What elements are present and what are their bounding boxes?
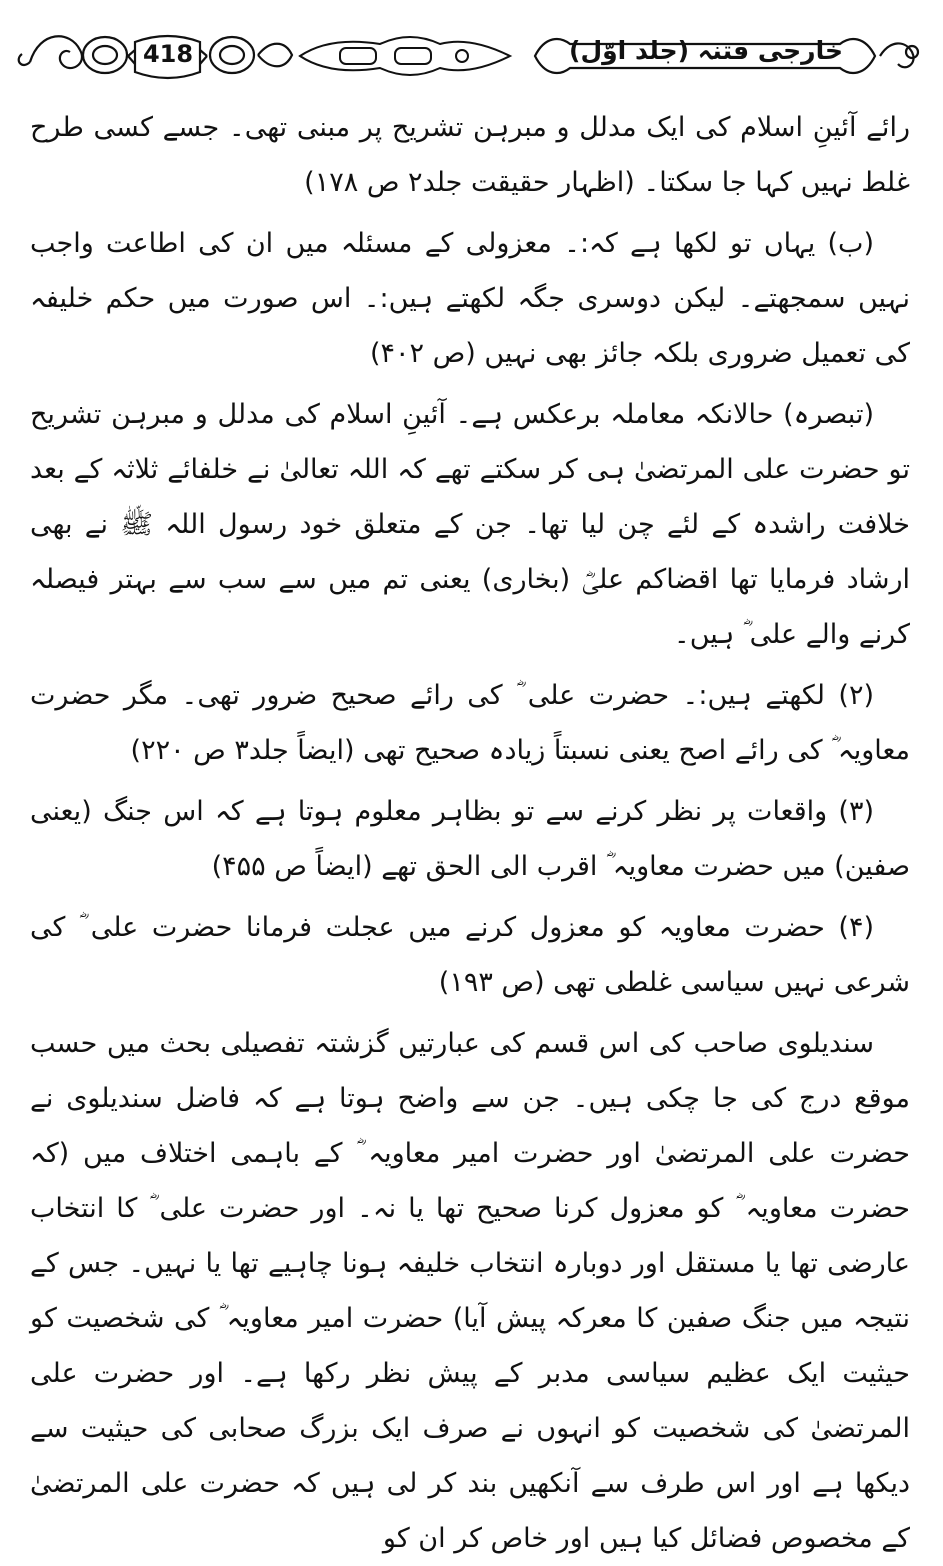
- middle-flourish-icon: [210, 37, 292, 73]
- paragraph-3: (تبصرہ) حالانکہ معاملہ برعکس ہے۔ آئینِ اسلام کی مدلل و مبرہن تشریح تو حضرت علی المرتضیٰ ہی کر سکتے تھے کہ اللہ تعالیٰ نے خلفائے ثلاثہ کے بعد خلافت راشدہ کے لئے چن لیا تھا۔ جن کے متعلق خود رسول اللہ ﷺ نے بھی ارشاد فرمایا تھا اقضاکم علیؓ (بخاری) یعنی تم میں سے سب سے بہتر فیصلہ کرنے والے علی ؓ ہیں۔: [30, 399, 910, 650]
- center-ornament-icon: [300, 37, 510, 75]
- paragraph-4: (۲) لکھتے ہیں:۔ حضرت علی ؓ کی رائے صحیح ضرور تھی۔ مگر حضرت معاویہ ؓ کی رائے اصح یعنی نسبتاً زیادہ صحیح تھی (ایضاً جلد۳ ص ۲۲۰): [30, 680, 910, 766]
- book-title: خارجی فتنہ (جلد اوّل): [569, 36, 843, 65]
- paragraph-7: سندیلوی صاحب کی اس قسم کی عبارتیں گزشتہ تفصیلی بحث میں حسب موقع درج کی جا چکی ہیں۔ جن سے واضح ہوتا ہے کہ فاضل سندیلوی نے حضرت علی المرتضیٰ اور حضرت امیر معاویہ ؓ کے باہمی اختلاف میں (کہ حضرت معاویہ ؓ کو معزول کرنا صحیح تھا یا نہ۔ اور حضرت علی ؓ کا انتخاب عارضی تھا یا مستقل اور دوبارہ انتخاب خلیفہ ہونا چاہیے تھا یا نہیں۔ جس کے نتیجہ میں جنگ صفین کا معرکہ پیش آیا) حضرت امیر معاویہ ؓ کی شخصیت کو حیثیت ایک عظیم سیاسی مدبر کے پیش نظر رکھا ہے۔ اور حضرت علی المرتضیٰ کی شخصیت کو انہوں نے صرف ایک بزرگ صحابی کی حیثیت سے دیکھا ہے اور اس طرف سے آنکھیں بند کر لی ہیں کہ حضرت علی المرتضیٰ کے مخصوص فضائل کیا ہیں اور خاص کر ان کو: [30, 1028, 910, 1554]
- paragraph-1: رائے آئینِ اسلام کی ایک مدلل و مبرہن تشریح پر مبنی تھی۔ جسے کسی طرح غلط نہیں کہا جا سکتا۔ (اظہار حقیقت جلد۲ ص ۱۷۸): [30, 112, 910, 198]
- paragraph-2: (ب) یہاں تو لکھا ہے کہ:۔ معزولی کے مسئلہ میں ان کی اطاعت واجب نہیں سمجھتے۔ لیکن دوسری جگہ لکھتے ہیں:۔ اس صورت میں حکم خلیفہ کی تعمیل ضروری بلکہ جائز بھی نہیں (ص ۴۰۲): [30, 228, 910, 369]
- right-flourish-icon: [880, 43, 918, 67]
- page-number: 418: [142, 40, 194, 68]
- paragraph-6: (۴) حضرت معاویہ کو معزول کرنے میں عجلت فرمانا حضرت علی ؓ کی شرعی نہیں سیاسی غلطی تھی (ص ۱۹۳): [30, 912, 910, 998]
- page-body: [30, 100, 910, 1554]
- page-header: [0, 0, 943, 92]
- left-flourish-icon: [19, 36, 127, 73]
- paragraph-5: (۳) واقعات پر نظر کرنے سے تو بظاہر معلوم ہوتا ہے کہ اس جنگ (یعنی صفین) میں حضرت معاویہ ؓ اقرب الی الحق تھے (ایضاً ص ۴۵۵): [30, 796, 910, 882]
